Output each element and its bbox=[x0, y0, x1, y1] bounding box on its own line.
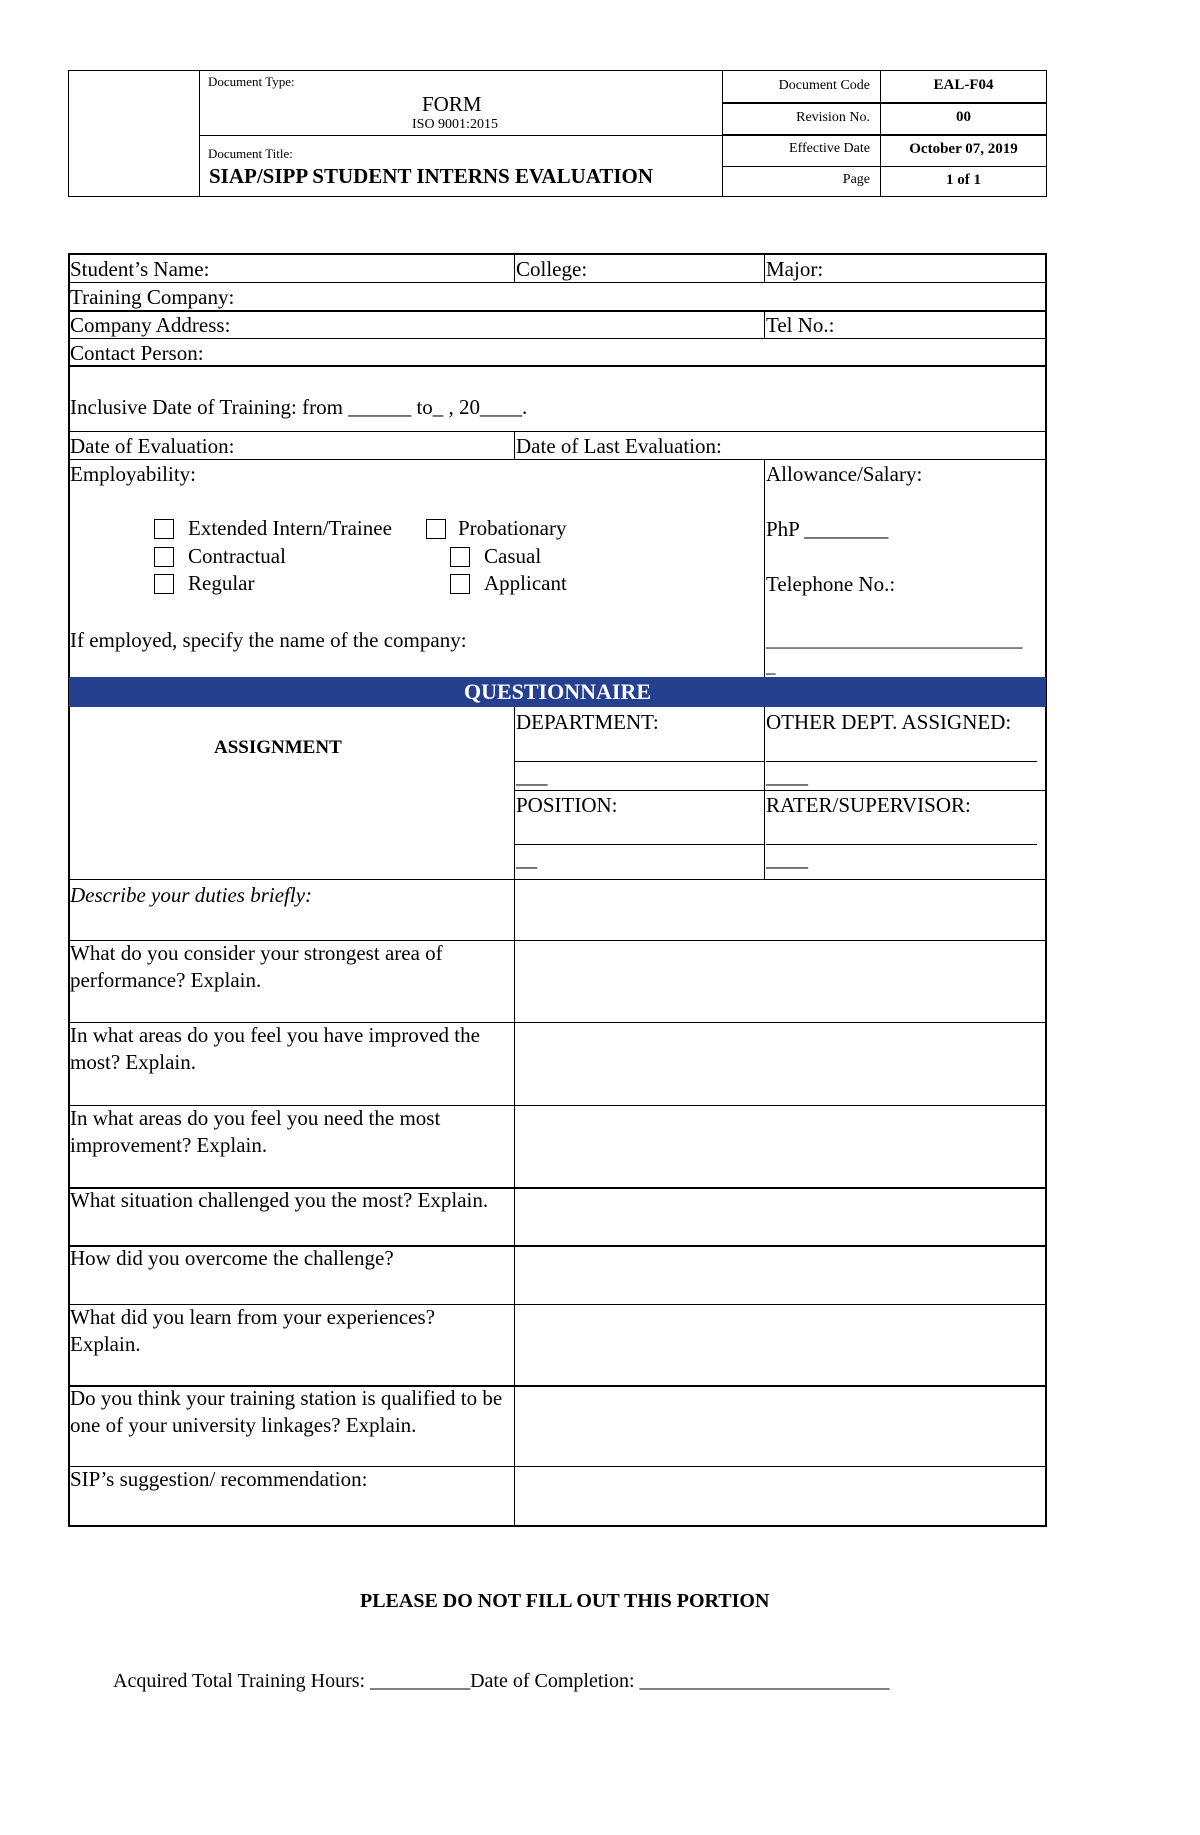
col-line bbox=[514, 253, 515, 282]
header-meta-line-1 bbox=[722, 102, 1047, 104]
rater-label: RATER/SUPERVISOR: bbox=[766, 793, 971, 817]
inclusive-date-label: Inclusive Date of Training: from ______ to_ , 20____. bbox=[70, 395, 528, 419]
answer-challenge-field[interactable] bbox=[516, 1189, 1045, 1244]
page-value: 1 of 1 bbox=[946, 172, 981, 188]
telephone-blank-line: ___________________________ bbox=[766, 630, 1023, 651]
answer-duties-field[interactable] bbox=[516, 880, 1045, 939]
questionnaire-heading: QUESTIONNAIRE bbox=[69, 677, 1046, 707]
regular-checkbox[interactable] bbox=[154, 574, 174, 594]
question-challenge: What situation challenged you the most? Explain. bbox=[70, 1188, 489, 1212]
telephone-label: Telephone No.: bbox=[766, 572, 896, 596]
col-line bbox=[514, 431, 515, 459]
header-meta-line-3 bbox=[722, 166, 1047, 167]
page-label: Page bbox=[842, 172, 870, 187]
contractual-checkbox[interactable] bbox=[154, 547, 174, 567]
question-improved-most: In what areas do you feel you have improved the most? Explain. bbox=[70, 1023, 480, 1074]
extended-intern-checkbox[interactable] bbox=[154, 519, 174, 539]
col-line bbox=[764, 253, 765, 282]
question-need-improvement: In what areas do you feel you need the most improvement? Explain. bbox=[70, 1106, 441, 1157]
blank-underline bbox=[514, 761, 764, 762]
student-name-label: Student’s Name: bbox=[70, 257, 210, 281]
position-label: POSITION: bbox=[516, 793, 618, 817]
answer-improved-most-field[interactable] bbox=[516, 1023, 1045, 1104]
doc-title-label: Document Title: bbox=[208, 146, 293, 161]
blank-underline bbox=[514, 844, 764, 845]
rater-blank: ____ bbox=[766, 847, 808, 871]
date-last-evaluation-label: Date of Last Evaluation: bbox=[516, 434, 722, 458]
col-line bbox=[764, 310, 765, 338]
revision-label: Revision No. bbox=[796, 110, 870, 125]
employed-company-label: If employed, specify the name of the company: bbox=[70, 628, 467, 652]
allowance-label: Allowance/Salary: bbox=[766, 462, 923, 486]
casual-label: Casual bbox=[484, 544, 542, 568]
office-use-notice: PLEASE DO NOT FILL OUT THIS PORTION bbox=[360, 1590, 770, 1612]
iso-standard: ISO 9001:2015 bbox=[412, 117, 498, 132]
row-line bbox=[68, 282, 1047, 283]
college-label: College: bbox=[516, 257, 588, 281]
other-dept-blank: ____ bbox=[766, 764, 808, 788]
telephone-blank-short: _ bbox=[766, 656, 776, 677]
col-line bbox=[764, 459, 765, 677]
doc-type-label: Document Type: bbox=[208, 74, 295, 89]
row-line bbox=[68, 431, 1047, 432]
question-training-station: Do you think your training station is qualified to be one of your university linkages? Explain. bbox=[70, 1386, 503, 1437]
effective-date-value: October 07, 2019 bbox=[909, 141, 1018, 157]
probationary-label: Probationary bbox=[458, 516, 567, 540]
blank-underline bbox=[766, 761, 1037, 762]
question-strongest-area: What do you consider your strongest area of performance? Explain. bbox=[70, 941, 443, 992]
position-blank: __ bbox=[516, 847, 537, 871]
effective-date-label: Effective Date bbox=[789, 141, 870, 156]
training-company-label: Training Company: bbox=[70, 285, 235, 309]
date-evaluation-label: Date of Evaluation: bbox=[70, 434, 235, 458]
department-blank: ___ bbox=[516, 764, 548, 788]
other-dept-label: OTHER DEPT. ASSIGNED: bbox=[766, 710, 1012, 734]
row-line bbox=[68, 338, 1047, 339]
company-address-label: Company Address: bbox=[70, 313, 231, 337]
row-line bbox=[68, 310, 1047, 312]
training-hours-line: Acquired Total Training Hours: __________Date of Completion: _________________________ bbox=[113, 1670, 890, 1692]
probationary-checkbox[interactable] bbox=[426, 519, 446, 539]
major-label: Major: bbox=[766, 257, 824, 281]
doc-code-label: Document Code bbox=[778, 78, 870, 93]
department-label: DEPARTMENT: bbox=[516, 710, 659, 734]
duties-label: Describe your duties briefly: bbox=[70, 883, 313, 907]
answer-need-improvement-field[interactable] bbox=[516, 1106, 1045, 1186]
answer-overcome-field[interactable] bbox=[516, 1247, 1045, 1303]
casual-checkbox[interactable] bbox=[450, 547, 470, 567]
answer-strongest-area-field[interactable] bbox=[516, 941, 1045, 1021]
applicant-checkbox[interactable] bbox=[450, 574, 470, 594]
answer-learned-field[interactable] bbox=[516, 1305, 1045, 1384]
employability-label: Employability: bbox=[70, 462, 196, 486]
regular-label: Regular bbox=[188, 571, 255, 595]
doc-code-value: EAL-F04 bbox=[933, 77, 994, 93]
blank-underline bbox=[766, 844, 1037, 845]
applicant-label: Applicant bbox=[484, 571, 567, 595]
row-line bbox=[68, 365, 1047, 367]
header-meta-line-2 bbox=[722, 134, 1047, 136]
contact-person-label: Contact Person: bbox=[70, 341, 204, 365]
row-line bbox=[68, 459, 1047, 460]
answer-suggestion-field[interactable] bbox=[516, 1467, 1045, 1525]
col-line bbox=[764, 707, 765, 879]
answer-training-station-field[interactable] bbox=[516, 1387, 1045, 1465]
tel-no-label: Tel No.: bbox=[766, 313, 835, 337]
question-overcome: How did you overcome the challenge? bbox=[70, 1246, 394, 1270]
header-logo-divider bbox=[199, 70, 200, 197]
row-line bbox=[514, 790, 1047, 791]
assignment-label: ASSIGNMENT bbox=[214, 737, 342, 758]
form-title: FORM bbox=[422, 92, 482, 116]
question-suggestion: SIP’s suggestion/ recommendation: bbox=[70, 1467, 368, 1491]
contractual-label: Contractual bbox=[188, 544, 286, 568]
extended-intern-label: Extended Intern/Trainee bbox=[188, 516, 392, 540]
header-mid-line bbox=[199, 135, 722, 136]
php-field: PhP ________ bbox=[766, 517, 889, 541]
doc-title: SIAP/SIPP STUDENT INTERNS EVALUATION bbox=[209, 164, 654, 188]
col-line bbox=[514, 707, 515, 1527]
revision-value: 00 bbox=[956, 109, 971, 125]
question-learned: What did you learn from your experiences? Explain. bbox=[70, 1305, 436, 1356]
